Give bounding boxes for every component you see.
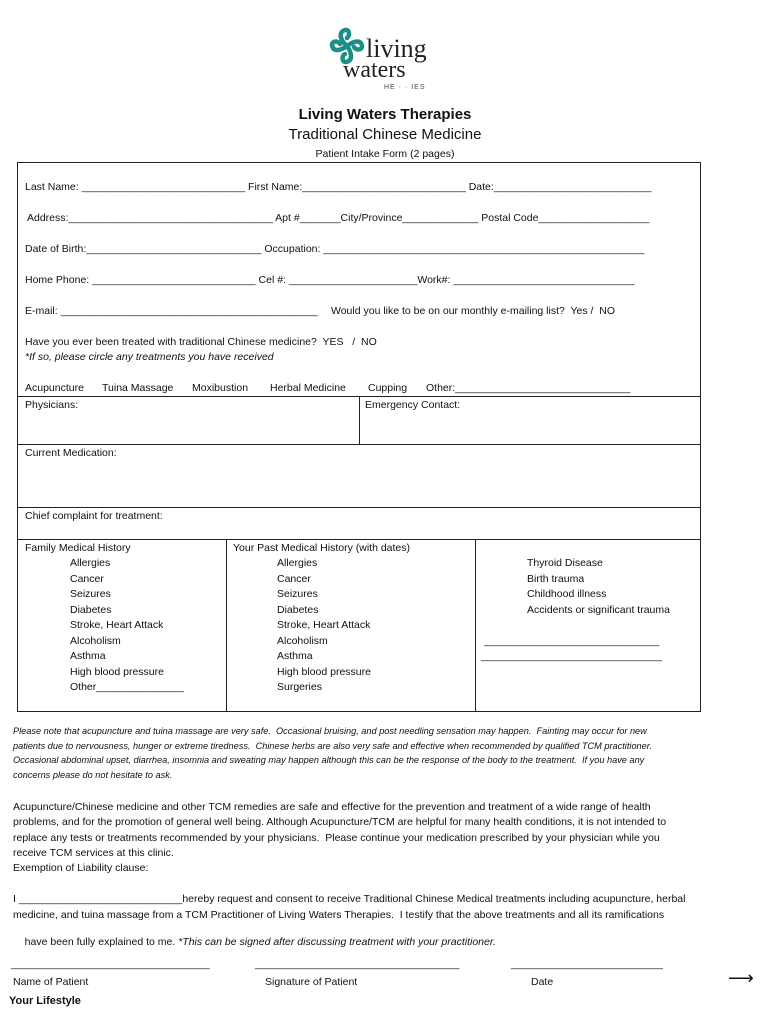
treatment-acupuncture[interactable]: Acupuncture — [25, 382, 84, 394]
consent-note: *This can be signed after discussing treatment with your practitioner. — [178, 936, 496, 948]
divider — [359, 396, 360, 444]
address-row[interactable]: Address:___________________________________ Apt #_______City/Province_____________ Postal Code___________________ — [27, 212, 650, 224]
consent-line — [13, 924, 496, 960]
past-history-item[interactable]: Diabetes — [277, 604, 319, 616]
lifestyle-section-heading: Your Lifestyle — [9, 995, 81, 1007]
treatments-instruction: *If so, please circle any treatments you have received — [25, 351, 274, 363]
past-history-item[interactable]: Allergies — [277, 557, 318, 569]
treatment-herbal-medicine[interactable]: Herbal Medicine — [270, 382, 346, 394]
family-history-item[interactable]: Cancer — [70, 573, 104, 585]
form-subtitle: Traditional Chinese Medicine — [288, 126, 482, 143]
past-history-item[interactable]: Seizures — [277, 588, 318, 600]
patient-signature-label: Signature of Patient — [265, 976, 358, 988]
past-history-blank[interactable]: ______________________________ — [484, 635, 660, 647]
physicians-field[interactable]: Physicians: — [25, 399, 79, 411]
past-history-item[interactable]: High blood pressure — [277, 666, 371, 678]
past-history-blank[interactable]: _______________________________ — [481, 650, 663, 662]
past-history-item[interactable]: Asthma — [277, 650, 313, 662]
notice-line: concerns please do not hesitate to ask. — [13, 770, 173, 780]
disclaimer-line: receive TCM services at this clinic. — [13, 847, 174, 859]
logo-text-living: living — [366, 34, 427, 63]
consent-line: medicine, and tuina massage from a TCM Practitioner of Living Waters Therapies. I testify that the above treatments and all its ramifications — [13, 909, 665, 921]
past-history-item[interactable]: Thyroid Disease — [527, 557, 603, 569]
consent-text: have been fully explained to me. — [24, 936, 179, 948]
next-page-arrow-icon[interactable]: ⟶ — [728, 968, 754, 989]
family-history-item[interactable]: Asthma — [70, 650, 106, 662]
divider — [17, 507, 701, 508]
patient-name-line[interactable]: __________________________________ — [11, 958, 210, 970]
notice-line: patients due to nervousness, hunger or extreme tiredness. Chinese herbs are also very safe and effective when recommended by qualified TCM practitioner. — [13, 741, 653, 751]
emergency-contact-field[interactable]: Emergency Contact: — [365, 399, 461, 411]
family-history-item[interactable]: Other_______________ — [70, 681, 184, 693]
notice-line: Occasional abdominal upset, diarrhea, insomnia and sweating may happen although this can be the response of the body to the treatment. If you have any — [13, 755, 645, 765]
form-pages-label: Patient Intake Form (2 pages) — [315, 148, 455, 160]
divider — [226, 539, 227, 711]
family-history-item[interactable]: Allergies — [70, 557, 111, 569]
divider — [475, 539, 476, 711]
logo-text-therapies: HE · · IES — [384, 84, 426, 91]
divider — [17, 444, 701, 445]
form-title: Living Waters Therapies — [298, 106, 472, 123]
past-history-title: Your Past Medical History (with dates) — [233, 542, 411, 554]
past-history-item[interactable]: Cancer — [277, 573, 311, 585]
patient-signature-line[interactable]: ___________________________________ — [255, 958, 460, 970]
date-label: Date — [531, 976, 554, 988]
family-history-item[interactable]: Seizures — [70, 588, 111, 600]
treatment-other[interactable]: Other:______________________________ — [426, 382, 631, 394]
treatment-tuina-massage[interactable]: Tuina Massage — [102, 382, 174, 394]
past-history-item[interactable]: Accidents or significant trauma — [527, 604, 670, 616]
disclaimer-line: problems, and for the promotion of general well being. Although Acupuncture/TCM are helpful for many health conditions, it is not intended to — [13, 816, 667, 828]
mailing-list-question[interactable]: Would you like to be on our monthly e-mailing list? Yes / NO — [331, 305, 616, 317]
disclaimer-line: replace any tests or treatments recommended by your physicians. Please continue your medication prescribed by your physician while you — [13, 832, 660, 844]
disclaimer-line: Acupuncture/Chinese medicine and other TCM remedies are safe and effective for the prevention and treatment of a wide range of health — [13, 801, 651, 813]
notice-line: Please note that acupuncture and tuina massage are very safe. Occasional bruising, and post needling sensation may happen. Fainting may occur for new — [13, 726, 647, 736]
treatment-moxibustion[interactable]: Moxibustion — [192, 382, 249, 394]
past-history-item[interactable]: Alcoholism — [277, 635, 328, 647]
family-history-item[interactable]: Alcoholism — [70, 635, 121, 647]
logo-text-waters: waters — [343, 57, 406, 83]
divider — [17, 539, 701, 540]
phone-row[interactable]: Home Phone: ____________________________ Cel #: ______________________Work#: _______________________________ — [25, 274, 635, 286]
past-history-item[interactable]: Surgeries — [277, 681, 322, 693]
email-field[interactable]: E-mail: ____________________________________________ — [25, 305, 318, 317]
tcm-treated-question[interactable]: Have you ever been treated with traditional Chinese medicine? YES / NO — [25, 336, 377, 348]
exemption-heading: Exemption of Liability clause: — [13, 862, 149, 874]
chief-complaint-field[interactable]: Chief complaint for treatment: — [25, 510, 163, 522]
birth-occupation-row[interactable]: Date of Birth:______________________________ Occupation: _______________________________________________________ — [25, 243, 645, 255]
past-history-item[interactable]: Stroke, Heart Attack — [277, 619, 371, 631]
family-history-item[interactable]: High blood pressure — [70, 666, 164, 678]
date-line[interactable]: __________________________ — [511, 958, 663, 970]
current-medication-field[interactable]: Current Medication: — [25, 447, 117, 459]
consent-line[interactable]: I ____________________________hereby request and consent to receive Traditional Chinese Medical treatments including acupuncture, herbal — [13, 893, 686, 905]
patient-name-label: Name of Patient — [13, 976, 89, 988]
past-history-item[interactable]: Birth trauma — [527, 573, 585, 585]
family-history-title: Family Medical History — [25, 542, 131, 554]
family-history-item[interactable]: Stroke, Heart Attack — [70, 619, 164, 631]
treatment-cupping[interactable]: Cupping — [368, 382, 408, 394]
name-date-row[interactable]: Last Name: ____________________________ First Name:____________________________ Date:___________________________ — [25, 181, 652, 193]
past-history-item[interactable]: Childhood illness — [527, 588, 607, 600]
family-history-item[interactable]: Diabetes — [70, 604, 112, 616]
